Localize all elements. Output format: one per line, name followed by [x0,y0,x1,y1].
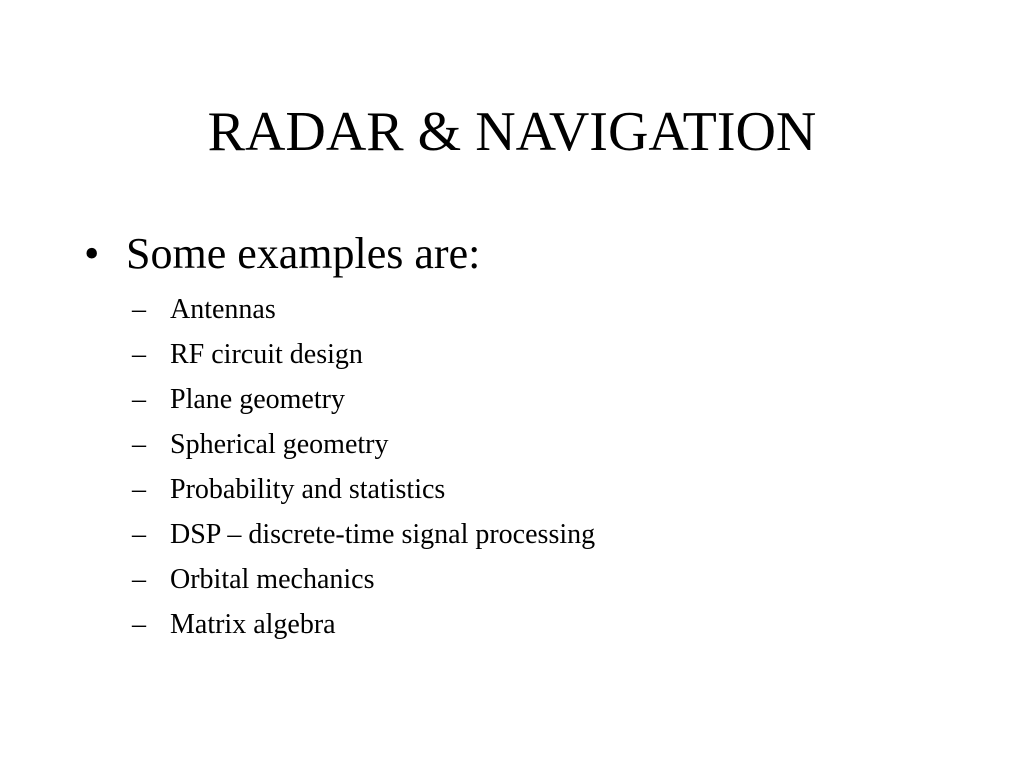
list-item [132,512,595,557]
bullet-marker: • [84,229,100,278]
list-item-text: Plane geometry [170,384,345,415]
dash-marker: – [132,429,146,460]
list-item-text: Probability and statistics [170,474,446,505]
list-item-text: Antennas [170,294,276,325]
list-item [132,422,595,467]
sub-bullet-list [132,287,595,647]
list-item-text: Orbital mechanics [170,564,375,595]
list-item-text: DSP – discrete-time signal processing [170,519,596,550]
dash-marker: – [132,384,146,415]
list-item-text: Spherical geometry [170,429,389,460]
list-item [132,332,595,377]
main-bullet [84,226,480,282]
list-item-text: RF circuit design [170,339,363,370]
list-item [132,377,595,422]
dash-marker: – [132,294,146,325]
list-item [132,602,595,647]
dash-marker: – [132,339,146,370]
list-item-text: Matrix algebra [170,609,336,640]
dash-marker: – [132,609,146,640]
dash-marker: – [132,564,146,595]
dash-marker: – [132,519,146,550]
dash-marker: – [132,474,146,505]
list-item [132,467,595,512]
list-item [132,557,595,602]
main-bullet-text: Some examples are: [126,229,481,278]
list-item [132,287,595,332]
slide-title: RADAR & NAVIGATION [207,101,817,163]
